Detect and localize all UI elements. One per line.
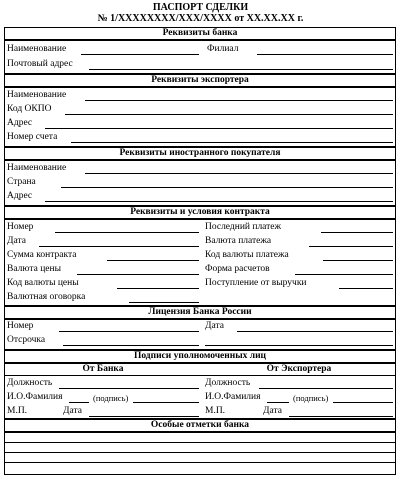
license-date-field[interactable] [237,331,393,332]
payment-currency-label: Валюта платежа [205,236,272,246]
proceeds-label: Поступление от выручки [205,278,307,288]
price-currency-field[interactable] [77,274,199,275]
bank-address-label: Почтовый адрес [7,59,73,69]
last-payment-field[interactable] [321,232,393,233]
bank-position-field[interactable] [59,388,199,389]
exporter-official-name-field[interactable] [267,402,289,403]
signatures-divider [5,375,395,376]
passport-form [4,27,396,475]
license-date-label: Дата [205,321,224,331]
notes-line-3[interactable] [5,462,395,463]
buyer-address-field[interactable] [45,201,393,202]
contract-date-label: Дата [7,236,26,246]
bank-stamp-label: М.П. [7,406,28,416]
payment-currency-field[interactable] [309,246,393,247]
notes-line-2[interactable] [5,452,395,453]
exporter-name-label: Наименование [7,90,67,100]
bank-official-name-label: И.О.Фамилия [7,392,63,402]
exporter-account-field[interactable] [71,142,393,143]
document-title: ПАСПОРТ СДЕЛКИ [152,2,249,13]
price-currency-label: Валюта цены [7,264,61,274]
buyer-section-header: Реквизиты иностранного покупателя [5,146,395,161]
exporter-official-name-label: И.О.Фамилия [205,392,261,402]
last-payment-label: Последний платеж [205,222,282,232]
exporter-position-field[interactable] [259,388,393,389]
license-deferral-label: Отсрочка [7,335,46,345]
bank-position-label: Должность [7,378,53,388]
bank-sign-date-label: Дата [63,406,82,416]
bank-signature-label: (подпись) [93,393,129,403]
bank-section-header: Реквизиты банка [5,28,395,41]
exporter-section-header: Реквизиты экспортера [5,73,395,88]
document-subtitle: № 1/XXXXXXXX/XXX/XXXX от XX.XX.XX г. [97,13,304,24]
price-currency-code-field[interactable] [117,288,199,289]
bank-side-heading: От Банка [82,364,124,374]
buyer-country-label: Страна [7,177,36,187]
license-number-field[interactable] [59,331,199,332]
payment-currency-code-field[interactable] [323,260,393,261]
price-currency-code-label: Код валюты цены [7,278,79,288]
exporter-name-field[interactable] [85,100,393,101]
buyer-name-field[interactable] [85,173,393,174]
bank-branch-field[interactable] [257,54,393,55]
bank-signature-field[interactable] [133,402,199,403]
currency-clause-field[interactable] [129,302,199,303]
payment-currency-code-label: Код валюты платежа [205,250,289,260]
bank-name-field[interactable] [81,54,199,55]
contract-date-field[interactable] [39,246,199,247]
exporter-okpo-field[interactable] [65,114,393,115]
notes-line-1[interactable] [5,442,395,443]
contract-section-header: Реквизиты и условия контракта [5,205,395,220]
exporter-account-label: Номер счета [7,132,58,142]
exporter-address-label: Адрес [7,118,33,128]
exporter-signature-field[interactable] [333,402,393,403]
exporter-sign-date-field[interactable] [289,416,393,417]
exporter-stamp-label: М.П. [205,406,226,416]
license-section-header: Лицензия Банка России [5,305,395,320]
currency-clause-label: Валютная оговорка [7,292,86,302]
contract-number-field[interactable] [55,232,199,233]
buyer-address-label: Адрес [7,191,33,201]
buyer-name-label: Наименование [7,163,67,173]
settlement-form-label: Форма расчетов [205,264,270,274]
exporter-position-label: Должность [205,378,251,388]
exporter-side-heading: От Экспортера [266,364,332,374]
bank-branch-label: Филиал [207,44,239,54]
license-deferral-field[interactable] [63,345,199,346]
license-extra-field[interactable] [205,345,393,346]
buyer-country-field[interactable] [61,187,393,188]
license-number-label: Номер [7,321,34,331]
contract-number-label: Номер [7,222,34,232]
exporter-signature-label: (подпись) [293,393,329,403]
bank-address-field[interactable] [89,69,393,70]
bank-name-label: Наименование [7,44,67,54]
exporter-okpo-label: Код ОКПО [7,104,52,114]
bank-official-name-field[interactable] [69,402,89,403]
proceeds-field[interactable] [339,288,393,289]
exporter-address-field[interactable] [45,128,393,129]
signatures-section-header: Подписи уполномоченных лиц [5,349,395,364]
bank-sign-date-field[interactable] [89,416,199,417]
exporter-sign-date-label: Дата [263,406,282,416]
settlement-form-field[interactable] [295,274,393,275]
contract-sum-field[interactable] [107,260,199,261]
notes-section-header: Особые отметки банка [5,418,395,433]
contract-sum-label: Сумма контракта [7,250,77,260]
